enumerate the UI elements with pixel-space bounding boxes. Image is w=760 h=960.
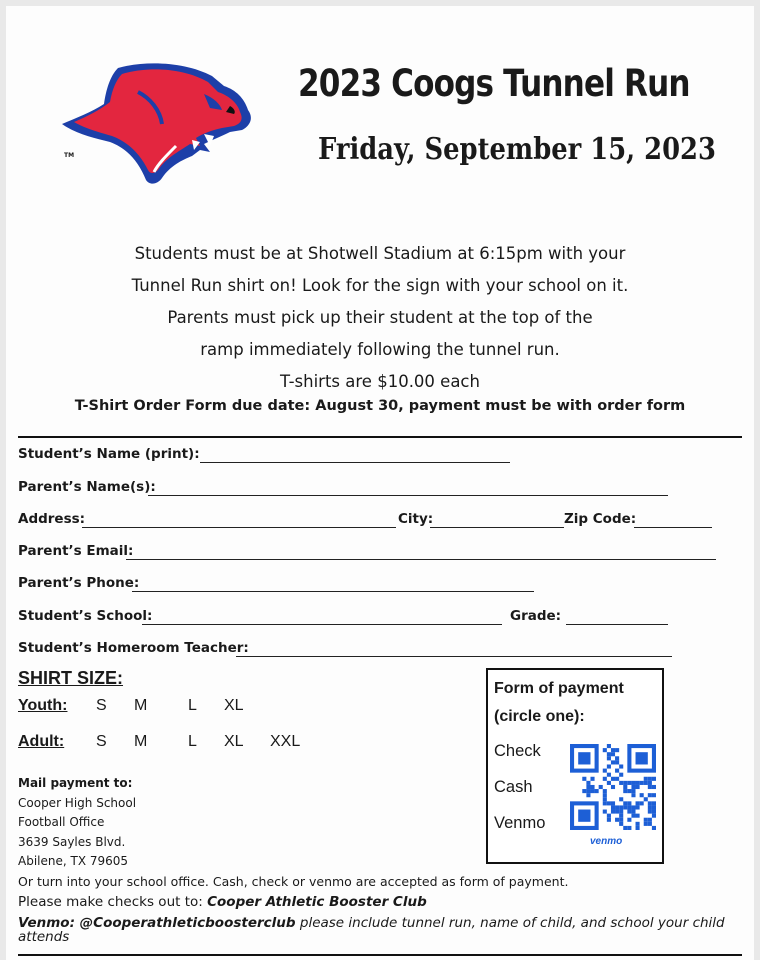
grade-field[interactable] (566, 624, 668, 625)
payment-option-cash[interactable]: Cash (494, 778, 533, 796)
payment-subtitle: (circle one): (494, 708, 585, 725)
adult-size-option[interactable]: L (188, 733, 197, 750)
youth-label: Youth: (18, 697, 68, 714)
instruction-line: ramp immediately following the tunnel run. (200, 340, 560, 359)
divider (18, 954, 742, 956)
payment-title: Form of payment (494, 680, 624, 697)
school-label: Student’s School: (18, 608, 153, 624)
parent-email-label: Parent’s Email: (18, 543, 134, 559)
grade-label: Grade: (510, 608, 562, 624)
logo-tm-mark: TM (64, 152, 75, 159)
venmo-logo: venmo (590, 836, 623, 847)
mail-heading: Mail payment to: (18, 776, 133, 790)
venmo-qr-code-icon[interactable] (570, 744, 656, 830)
divider (18, 436, 742, 438)
youth-size-option[interactable]: XL (224, 697, 244, 714)
youth-size-option[interactable]: M (134, 697, 148, 714)
instruction-line: Students must be at Shotwell Stadium at 6:15pm with your (134, 244, 626, 263)
order-form-page (6, 6, 754, 960)
student-name-field[interactable] (200, 462, 510, 463)
mail-address-line: Cooper High School (18, 796, 137, 810)
payment-option-venmo[interactable]: Venmo (494, 814, 546, 832)
checks-payable (18, 894, 427, 910)
cougar-head-logo-icon (54, 54, 254, 189)
parent-names-field[interactable] (148, 495, 668, 496)
city-label: City: (398, 511, 434, 527)
address-label: Address: (18, 511, 86, 527)
adult-size-option[interactable]: S (96, 733, 107, 750)
payment-option-check[interactable]: Check (494, 742, 541, 760)
office-note: Or turn into your school office. Cash, check or venmo are accepted as form of payment. (18, 874, 569, 889)
due-date-notice: T-Shirt Order Form due date: August 30, payment must be with order form (74, 398, 686, 414)
adult-label: Adult: (18, 733, 65, 750)
adult-size-option[interactable]: M (134, 733, 148, 750)
adult-size-option[interactable]: XL (224, 733, 244, 750)
mail-address-line: Football Office (18, 815, 105, 829)
instruction-line: Tunnel Run shirt on! Look for the sign with your school on it. (131, 276, 629, 295)
checks-payee: Cooper Athletic Booster Club (207, 894, 427, 910)
parent-email-field[interactable] (126, 559, 716, 560)
event-date: Friday, September 15, 2023 (318, 132, 716, 167)
shirt-size-heading: SHIRT SIZE: (18, 668, 124, 688)
teacher-field[interactable] (236, 656, 672, 657)
student-name-label: Student’s Name (print): (18, 446, 200, 462)
instructions (6, 238, 754, 398)
youth-size-option[interactable]: S (96, 697, 107, 714)
adult-size-option[interactable]: XXL (270, 733, 301, 750)
city-field[interactable] (430, 527, 564, 528)
parent-phone-field[interactable] (132, 591, 534, 592)
school-field[interactable] (142, 624, 502, 625)
instruction-line: Parents must pick up their student at the top of the (167, 308, 593, 327)
address-field[interactable] (82, 527, 396, 528)
payment-method-box (486, 668, 664, 864)
zip-label: Zip Code: (564, 511, 637, 527)
page-title: 2023 Coogs Tunnel Run (298, 62, 690, 105)
venmo-note: please include tunnel run, name of child, and school your child attends (18, 915, 725, 945)
youth-size-option[interactable]: L (188, 697, 197, 714)
price-line: T-shirts are $10.00 each (280, 372, 480, 391)
checks-prefix: Please make checks out to: (18, 894, 208, 910)
parent-names-label: Parent’s Name(s): (18, 479, 156, 495)
venmo-handle: Venmo: @Cooperathleticboosterclub (18, 915, 296, 931)
mail-address-line: 3639 Sayles Blvd. (18, 835, 126, 849)
mail-address-line: Abilene, TX 79605 (18, 854, 129, 868)
zip-field[interactable] (634, 527, 712, 528)
parent-phone-label: Parent’s Phone: (18, 575, 140, 591)
venmo-instructions (18, 916, 742, 944)
teacher-label: Student’s Homeroom Teacher: (18, 640, 249, 656)
